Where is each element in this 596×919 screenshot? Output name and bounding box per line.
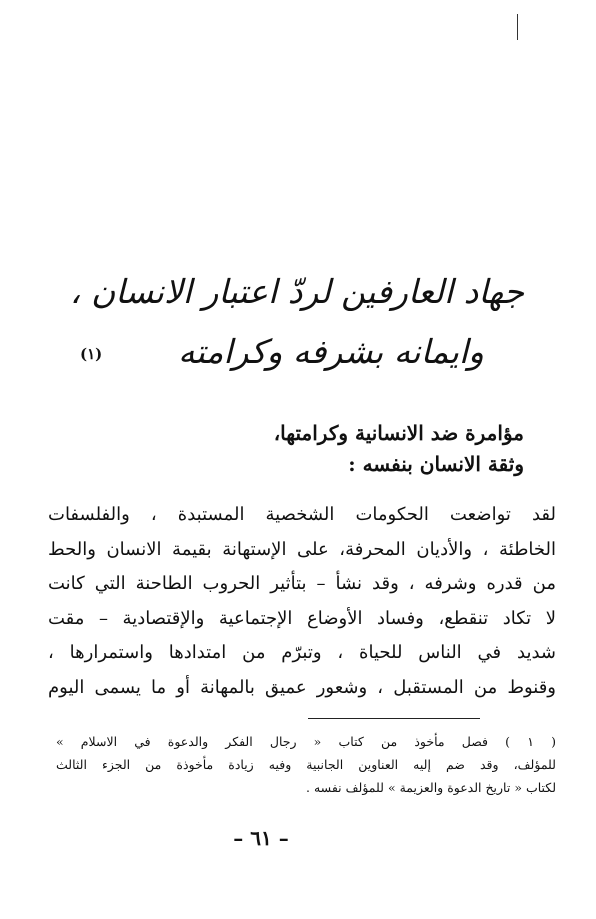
body-line: لا تكاد تنقطع، وفساد الأوضاع الإجتماعية والإقتصادية – مقت [48, 607, 556, 629]
section-heading [274, 418, 524, 480]
section-heading-line-2: وثقة الانسان بنفسه : [348, 452, 524, 476]
section-heading-line-1: مؤامرة ضد الانسانية وكرامتها، [273, 421, 524, 445]
body-paragraph [48, 498, 556, 705]
body-line: وقنوط من المستقبل ، وشعور عميق بالمهانة أو ما يسمى اليوم [48, 676, 556, 698]
margin-mark [517, 14, 518, 40]
footnote-separator [308, 718, 480, 719]
body-line: من قدره وشرفه ، وقد نشأ – بتأثير الحروب الطاحنة التي كانت [48, 573, 556, 594]
chapter-title [60, 262, 524, 382]
chapter-title-line-2-text: وايمانه بشرفه وكرامته [178, 332, 484, 371]
body-line: الخاطئة ، والأديان المحرفة، على الإستهانة بقيمة الانسان والحط [48, 538, 556, 560]
footnote-line: ( ١ ) فصل مأخوذ من كتاب « رجال الفكر والدعوة في الاسلام » [56, 734, 556, 749]
footnote-reference-marker[interactable]: (١) [80, 345, 103, 363]
body-line: لقد تواضعت الحكومات الشخصية المستبدة ، والفلسفات [48, 504, 556, 525]
chapter-title-line-1: جهاد العارفين لردّ اعتبار الانسان ، [69, 272, 524, 311]
footnote-line: لكتاب « تاريخ الدعوة والعزيمة » للمؤلف نفسه . [306, 780, 556, 795]
chapter-title-line-2 [60, 322, 524, 382]
footnotes [56, 730, 556, 799]
body-line: شديد في الناس للحياة ، وتبرّم من امتدادها واستمرارها ، [48, 642, 556, 663]
page-number: – ٦١ – [233, 826, 289, 850]
footnote-line: للمؤلف، وقد ضم إليه العناوين الجانبية وفيه زيادة مأخوذة من الجزء الثالث [56, 757, 556, 772]
